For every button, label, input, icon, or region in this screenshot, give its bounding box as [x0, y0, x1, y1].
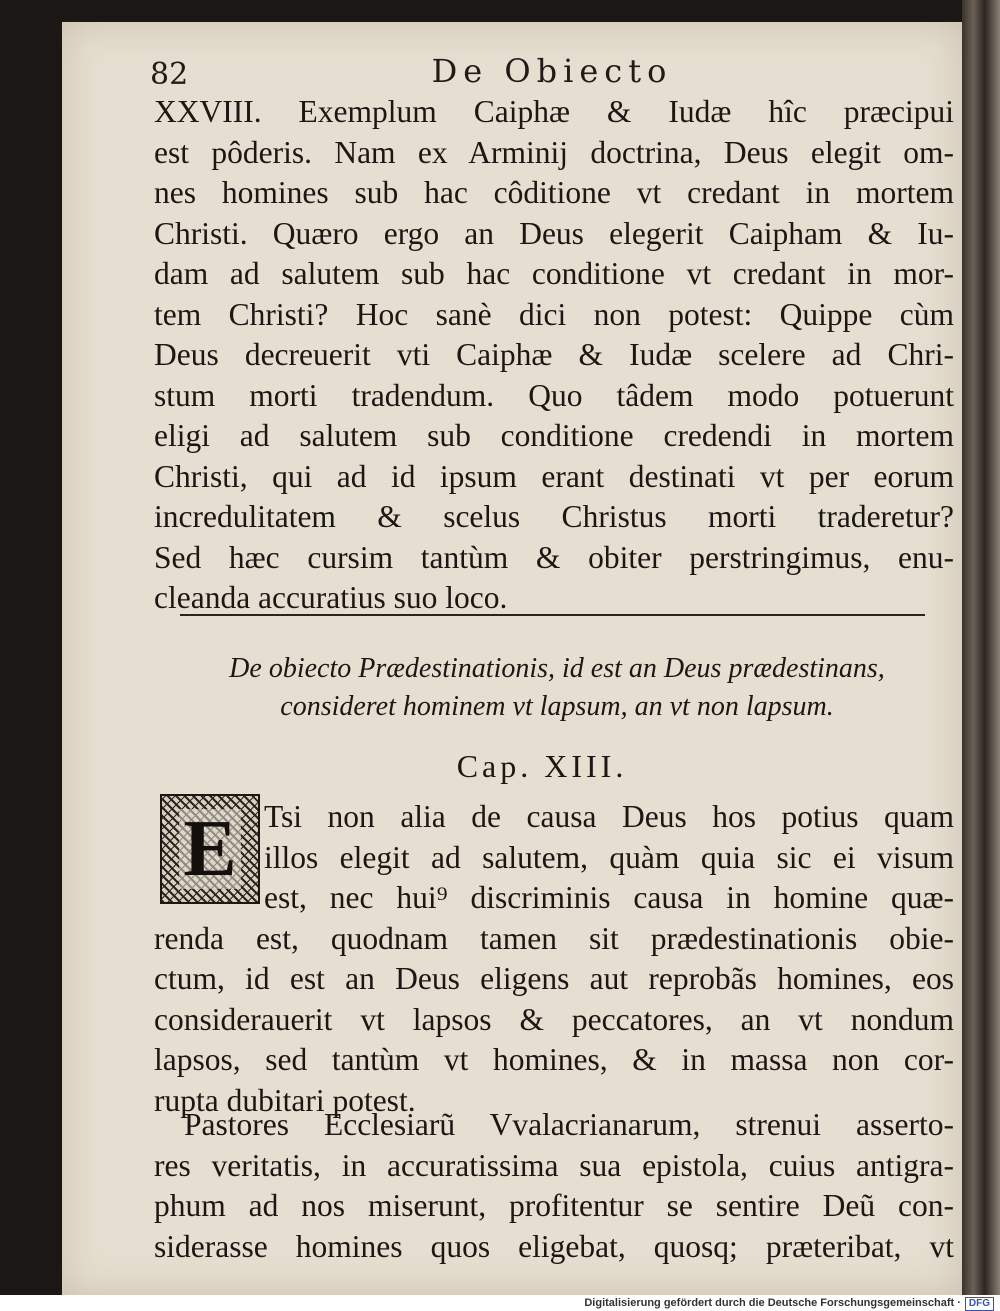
text-line: res veritatis, in accuratissima sua epistola, cuius antigra-: [154, 1147, 954, 1183]
dfg-logo: DFG: [965, 1297, 994, 1311]
text-line: est pôderis. Nam ex Arminij doctrina, Deus elegit om-: [154, 134, 954, 170]
initial-letter: E: [179, 809, 240, 889]
paragraph-pastores: [154, 1105, 954, 1267]
text-line: illos elegit ad salutem, quàm quia sic ei visum: [264, 839, 954, 875]
book-edge: [962, 0, 1000, 1295]
text-line: Sed hæc cursim tantùm & obiter perstringimus, enu-: [154, 539, 954, 575]
text-line: tem Christi? Hoc sanè dici non potest: Quippe cùm: [154, 296, 954, 332]
section-divider: [180, 614, 925, 616]
text-line: incredulitatem & scelus Christus morti traderetur?: [154, 499, 954, 534]
text-line: ctum, id est an Deus eligens aut reprobãs homines, eos: [154, 961, 954, 996]
digitization-footer: Digitalisierung gefördert durch die Deutsche Forschungsgemeinschaft · DFG: [0, 1295, 1000, 1311]
text-line: rupta dubitari potest.: [154, 1082, 416, 1118]
text-line: cleanda accuratius suo loco.: [154, 580, 508, 615]
text-line: nes homines sub hac côditione vt credant in mortem: [154, 175, 954, 210]
section-title-line: De obiecto Prædestinationis, id est an Deus prædestinans,: [229, 653, 885, 684]
paragraph-xxviii: [154, 92, 954, 619]
running-title: De Obiecto: [431, 52, 673, 90]
text-line: Deus decreuerit vti Caiphæ & Iudæ scelere ad Chri-: [154, 337, 954, 372]
section-title-line: consideret hominem vt lapsum, an vt non lapsum.: [280, 691, 834, 722]
text-line: Christi. Quæro ergo an Deus elegerit Caipham & Iu-: [154, 215, 954, 251]
paragraph-chapter-opening: [154, 797, 954, 1121]
book-page: [62, 22, 962, 1295]
text-line: Pastores Ecclesiarũ Vvalacrianarum, strenui asserto-: [184, 1107, 954, 1142]
text-line: Christi, qui ad id ipsum erant destinati vt per eorum: [154, 458, 954, 494]
text-line: Tsi non alia de causa Deus hos potius quam: [264, 799, 954, 834]
footer-text: Digitalisierung gefördert durch die Deutsche Forschungsgemeinschaft: [584, 1297, 955, 1309]
text-line: dam ad salutem sub hac conditione vt credant in mor-: [154, 256, 954, 291]
text-line: stum morti tradendum. Quo tâdem modo potuerunt: [154, 377, 954, 413]
page-number: 82: [150, 57, 189, 92]
text-line: est, nec hui⁹ discriminis causa in homine quæ-: [264, 880, 954, 915]
chapter-heading: Cap. XIII.: [456, 748, 628, 784]
text-line: XXVIII. Exemplum Caiphæ & Iudæ hîc præcipui: [154, 94, 954, 129]
text-line: lapsos, sed tantùm vt homines, & in massa non cor-: [154, 1042, 954, 1077]
section-title: [172, 650, 942, 726]
text-line: renda est, quodnam tamen sit prædestinationis obie-: [154, 920, 954, 956]
text-line: phum ad nos miserunt, profitentur se sentire Deũ con-: [154, 1188, 954, 1223]
text-line: considerauerit vt lapsos & peccatores, an vt nondum: [154, 1001, 954, 1037]
text-line: eligi ad salutem sub conditione credendi in mortem: [154, 418, 954, 453]
text-line: siderasse homines quos eligebat, quosq; præteribat, vt: [154, 1228, 954, 1264]
